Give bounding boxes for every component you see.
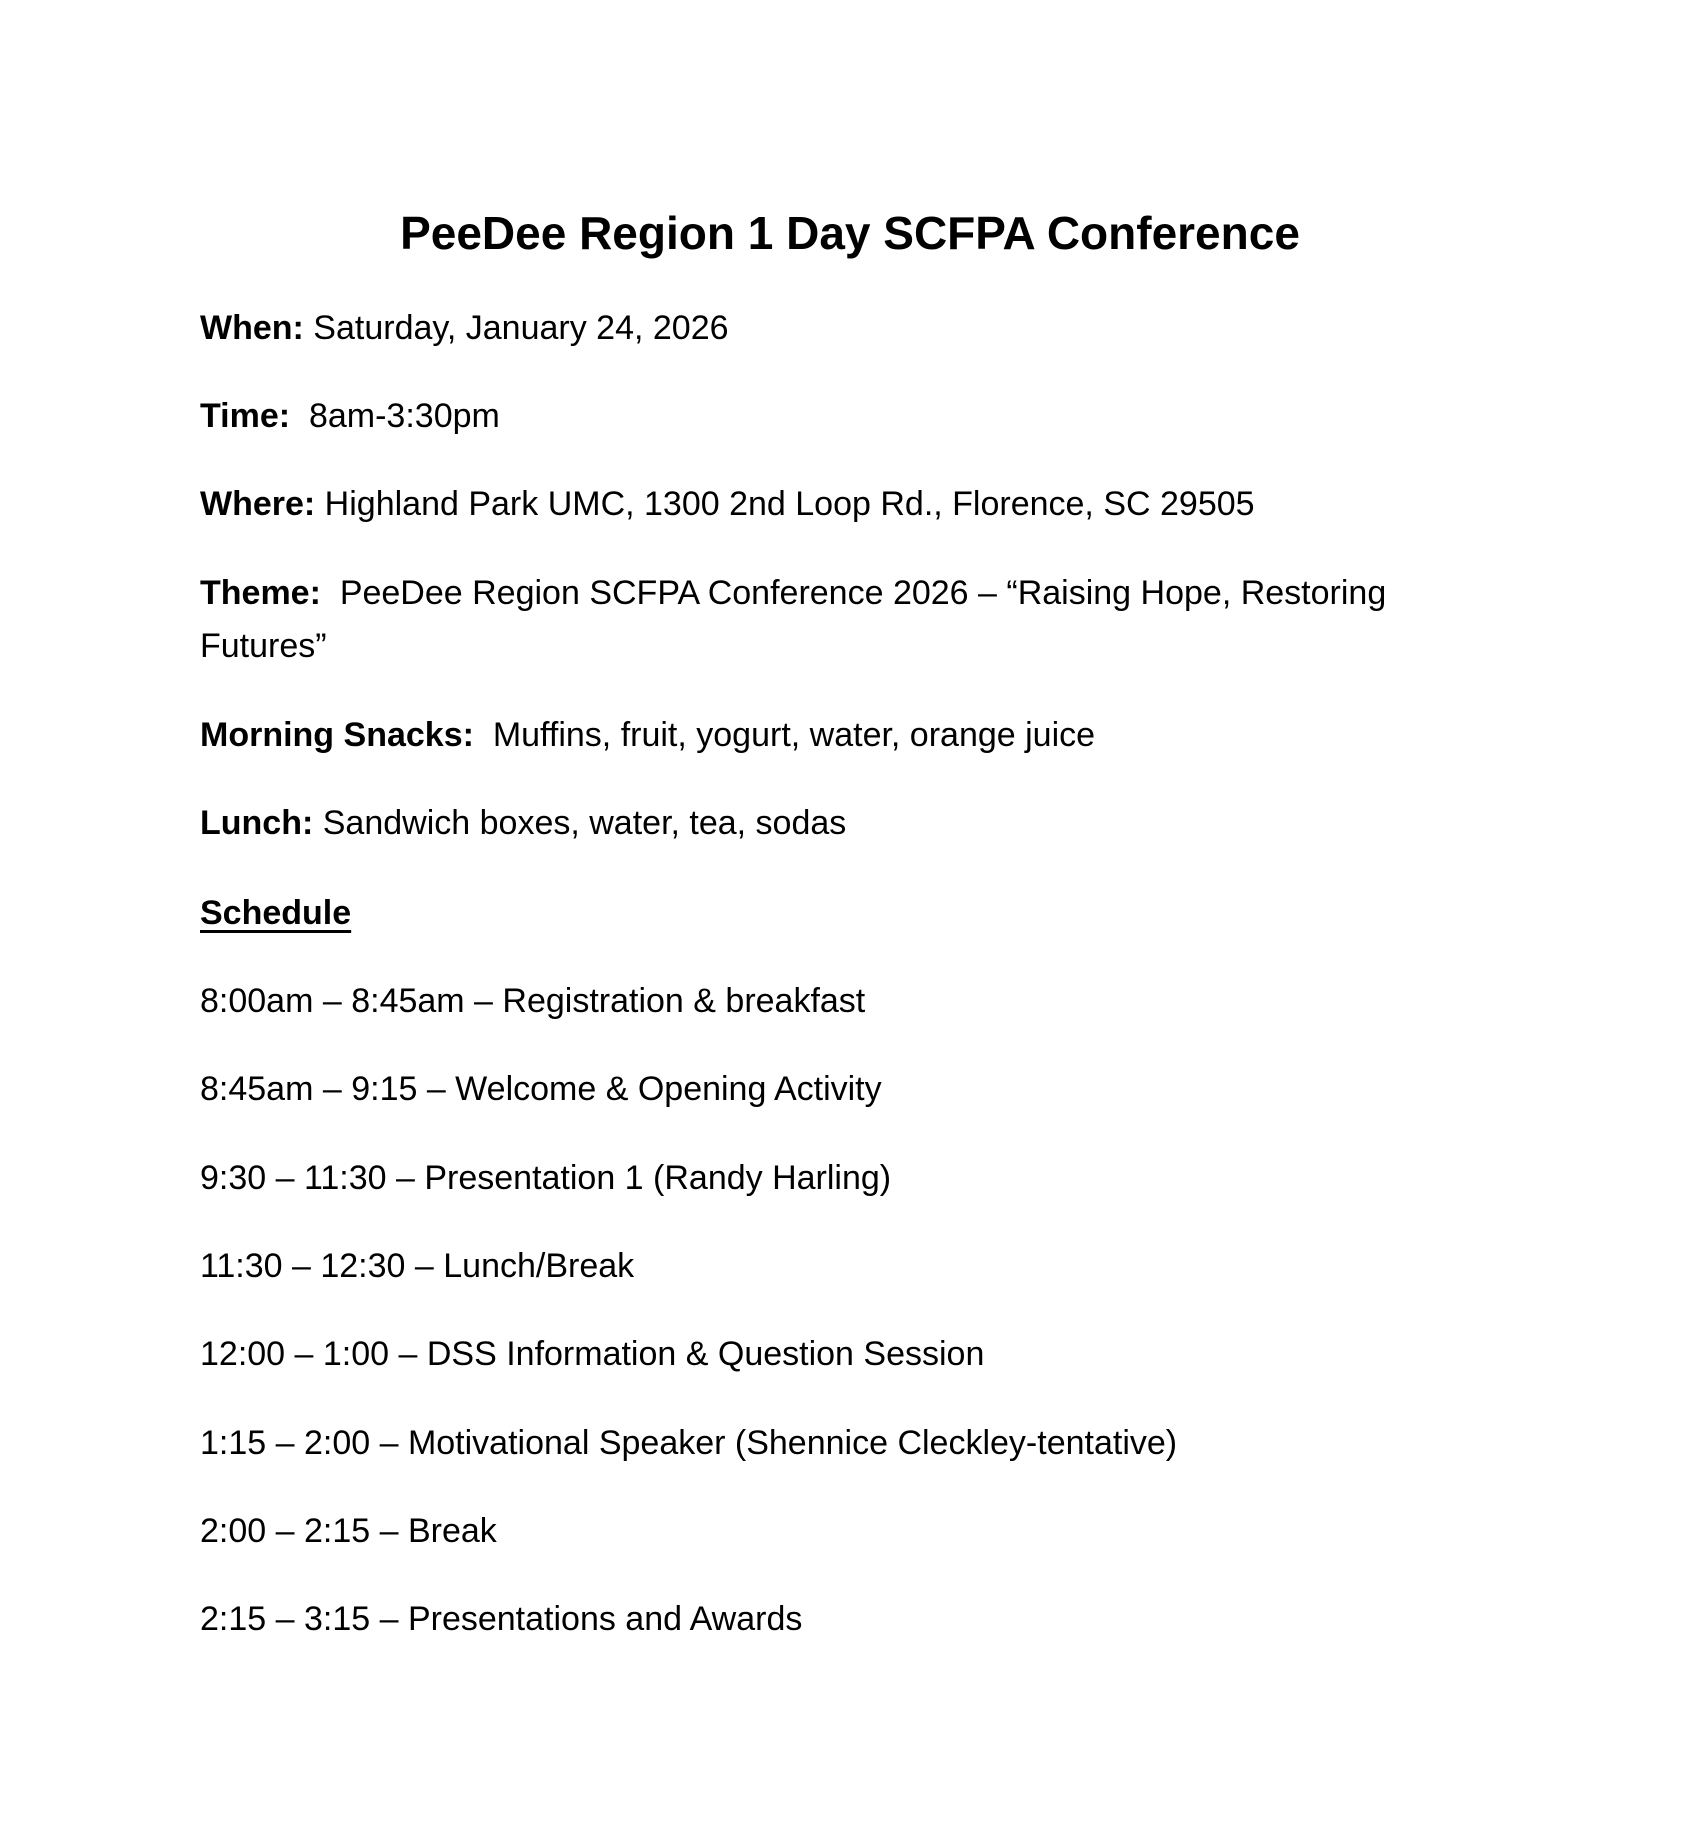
field-when-value: Saturday, January 24, 2026 (303, 309, 729, 347)
field-where-label: Where: (200, 485, 316, 523)
field-time-value: 8am-3:30pm (290, 397, 500, 435)
field-when-label: When: (200, 309, 304, 347)
schedule-item: 2:00 – 2:15 – Break (200, 1512, 497, 1550)
field-morning-snacks-value: Muffins, fruit, yogurt, water, orange juice (473, 716, 1096, 754)
schedule-item: 2:15 – 3:15 – Presentations and Awards (200, 1600, 803, 1638)
field-when (200, 302, 1500, 355)
field-theme (200, 567, 1500, 673)
field-lunch-label: Lunch: (200, 804, 314, 842)
field-theme-label: Theme: (200, 574, 321, 612)
schedule-heading: Schedule (200, 894, 352, 932)
schedule-item: 12:00 – 1:00 – DSS Information & Question Session (200, 1335, 985, 1373)
field-morning-snacks (200, 709, 1500, 762)
field-theme-value: PeeDee Region SCFPA Conference 2026 – “Raising Hope, Restoring Futures” (200, 574, 1396, 665)
schedule-item: 8:00am – 8:45am – Registration & breakfast (200, 982, 866, 1020)
field-time (200, 390, 1500, 443)
document-title: PeeDee Region 1 Day SCFPA Conference (400, 207, 1300, 259)
schedule-item: 9:30 – 11:30 – Presentation 1 (Randy Harling) (200, 1159, 892, 1197)
schedule-item: 8:45am – 9:15 – Welcome & Opening Activity (200, 1070, 882, 1108)
schedule-item: 11:30 – 12:30 – Lunch/Break (200, 1247, 635, 1285)
field-morning-snacks-label: Morning Snacks: (200, 716, 474, 754)
field-where (200, 478, 1500, 531)
field-time-label: Time: (200, 397, 291, 435)
schedule-item: 1:15 – 2:00 – Motivational Speaker (Shennice Cleckley-tentative) (200, 1424, 1178, 1462)
field-lunch (200, 797, 1500, 850)
field-where-value: Highland Park UMC, 1300 2nd Loop Rd., Florence, SC 29505 (315, 485, 1255, 523)
field-lunch-value: Sandwich boxes, water, tea, sodas (313, 804, 847, 842)
